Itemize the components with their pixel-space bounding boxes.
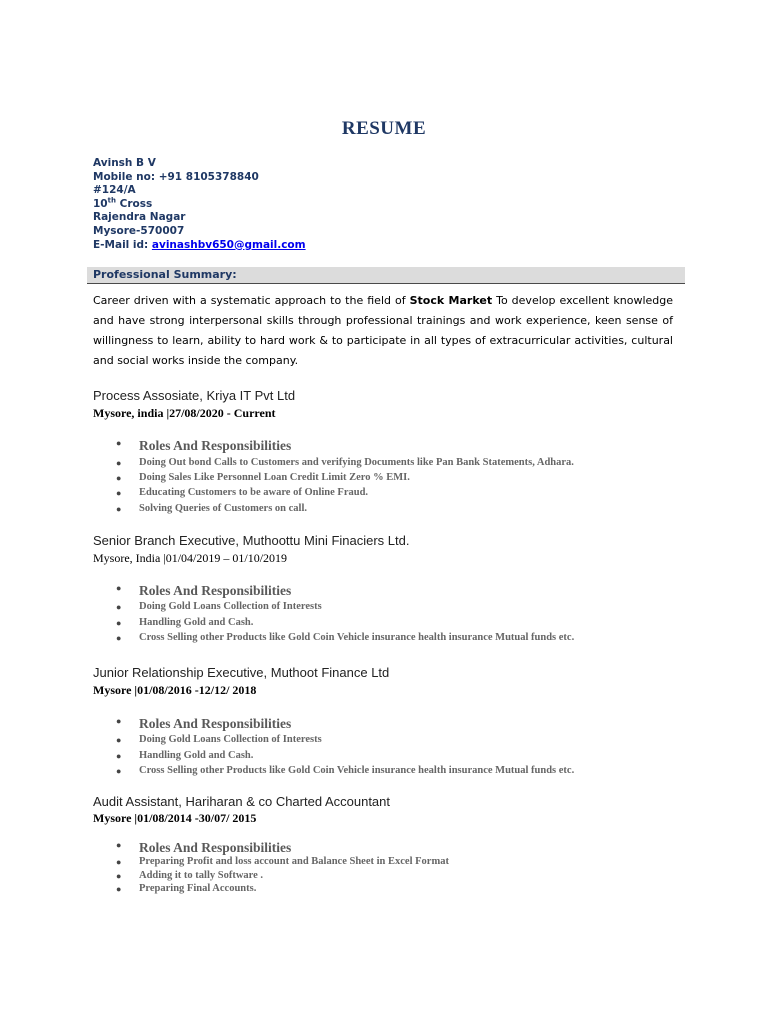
bullet-icon: ● [116, 735, 122, 745]
list-item-text: Preparing Final Accounts. [139, 883, 257, 894]
list-item-text: Handling Gold and Cash. [139, 750, 254, 761]
bullet-icon: ● [116, 716, 122, 726]
roles-heading-label: Roles And Responsibilities [139, 583, 292, 598]
address-street-number: 10 [93, 197, 108, 210]
bullet-icon: ● [116, 473, 122, 483]
professional-summary-text [93, 291, 673, 371]
contact-email-line [93, 239, 306, 253]
email-label: E-Mail id: [93, 238, 152, 251]
job-title: Senior Branch Executive, Muthoottu Mini Finaciers Ltd. [93, 533, 410, 548]
bullet-icon: ● [116, 871, 122, 881]
bullet-icon: ● [116, 857, 122, 867]
bullet-icon: ● [116, 751, 122, 761]
job-title: Audit Assistant, Hariharan & co Charted Accountant [93, 794, 391, 809]
bullet-icon: ● [116, 504, 122, 514]
email-link[interactable]: avinashbv650@gmail.com [151, 238, 306, 251]
bullet-icon: ● [116, 488, 122, 498]
professional-summary-header [87, 267, 685, 284]
roles-heading-label: Roles And Responsibilities [139, 840, 292, 855]
bullet-icon: ● [116, 618, 122, 628]
contact-name: Avinsh B V [93, 157, 156, 169]
bullet-icon: ● [116, 766, 122, 776]
contact-address-line-2 [93, 198, 306, 212]
address-street-name: Cross [115, 197, 153, 210]
list-item-text: Cross Selling other Products like Gold Coin Vehicle insurance health insurance Mutual funds etc. [139, 632, 575, 643]
bullet-icon: ● [116, 438, 122, 448]
job-location-dates: Mysore |01/08/2016 -12/12/ 2018 [93, 683, 257, 697]
summary-text-part-1: Career driven with a systematic approach to the field of [93, 294, 410, 307]
bullet-icon: ● [116, 840, 122, 850]
contact-mobile: Mobile no: +91 8105378840 [93, 170, 259, 183]
contact-address-line-3: Rajendra Nagar [93, 211, 186, 224]
list-item-text: Cross Selling other Products like Gold Coin Vehicle insurance health insurance Mutual funds etc. [139, 765, 575, 776]
contact-address-line-4: Mysore-570007 [93, 224, 185, 237]
job-title: Junior Relationship Executive, Muthoot Finance Ltd [93, 665, 390, 680]
list-item-text: Educating Customers to be aware of Online Fraud. [139, 487, 369, 498]
contact-block [93, 157, 306, 252]
bullet-icon: ● [116, 884, 122, 894]
job-location-dates: Mysore, India |01/04/2019 – 01/10/2019 [93, 551, 288, 565]
job-location-dates: Mysore |01/08/2014 -30/07/ 2015 [93, 811, 257, 825]
professional-summary-heading: Professional Summary: [93, 268, 237, 281]
bullet-icon: ● [116, 602, 122, 612]
list-item-text: Doing Gold Loans Collection of Interests [139, 601, 322, 612]
list-item-text: Handling Gold and Cash. [139, 617, 254, 628]
roles-heading-label: Roles And Responsibilities [139, 438, 292, 453]
summary-text-part-2: To develop excellent knowledge and have strong interpersonal skills through professional trainings and work experience, keen sense of willingness to learn, ability to hard work & to participate in all types of extracurricular activities, cultural and social works inside the company. [93, 294, 674, 367]
job-title: Process Assosiate, Kriya IT Pvt Ltd [93, 388, 296, 403]
bullet-icon: ● [116, 583, 122, 593]
list-item-text: Doing Out bond Calls to Customers and verifying Documents like Pan Bank Statements, Adhara. [139, 457, 574, 468]
list-item-text: Doing Gold Loans Collection of Interests [139, 734, 322, 745]
roles-heading-label: Roles And Responsibilities [139, 716, 292, 731]
address-street-suffix: th [107, 196, 116, 205]
bullet-icon: ● [116, 633, 122, 643]
job-location-dates: Mysore, india |27/08/2020 - Current [93, 406, 276, 420]
list-item-text: Adding it to tally Software . [139, 870, 264, 881]
summary-text-highlight: Stock Market [409, 294, 493, 307]
bullet-icon: ● [116, 458, 122, 468]
contact-address-line-1: #124/A [93, 184, 136, 197]
page-title: RESUME [341, 118, 427, 139]
list-item-text: Solving Queries of Customers on call. [139, 503, 307, 514]
list-item-text: Preparing Profit and loss account and Balance Sheet in Excel Format [139, 856, 449, 867]
list-item-text: Doing Sales Like Personnel Loan Credit Limit Zero % EMI. [139, 472, 410, 483]
